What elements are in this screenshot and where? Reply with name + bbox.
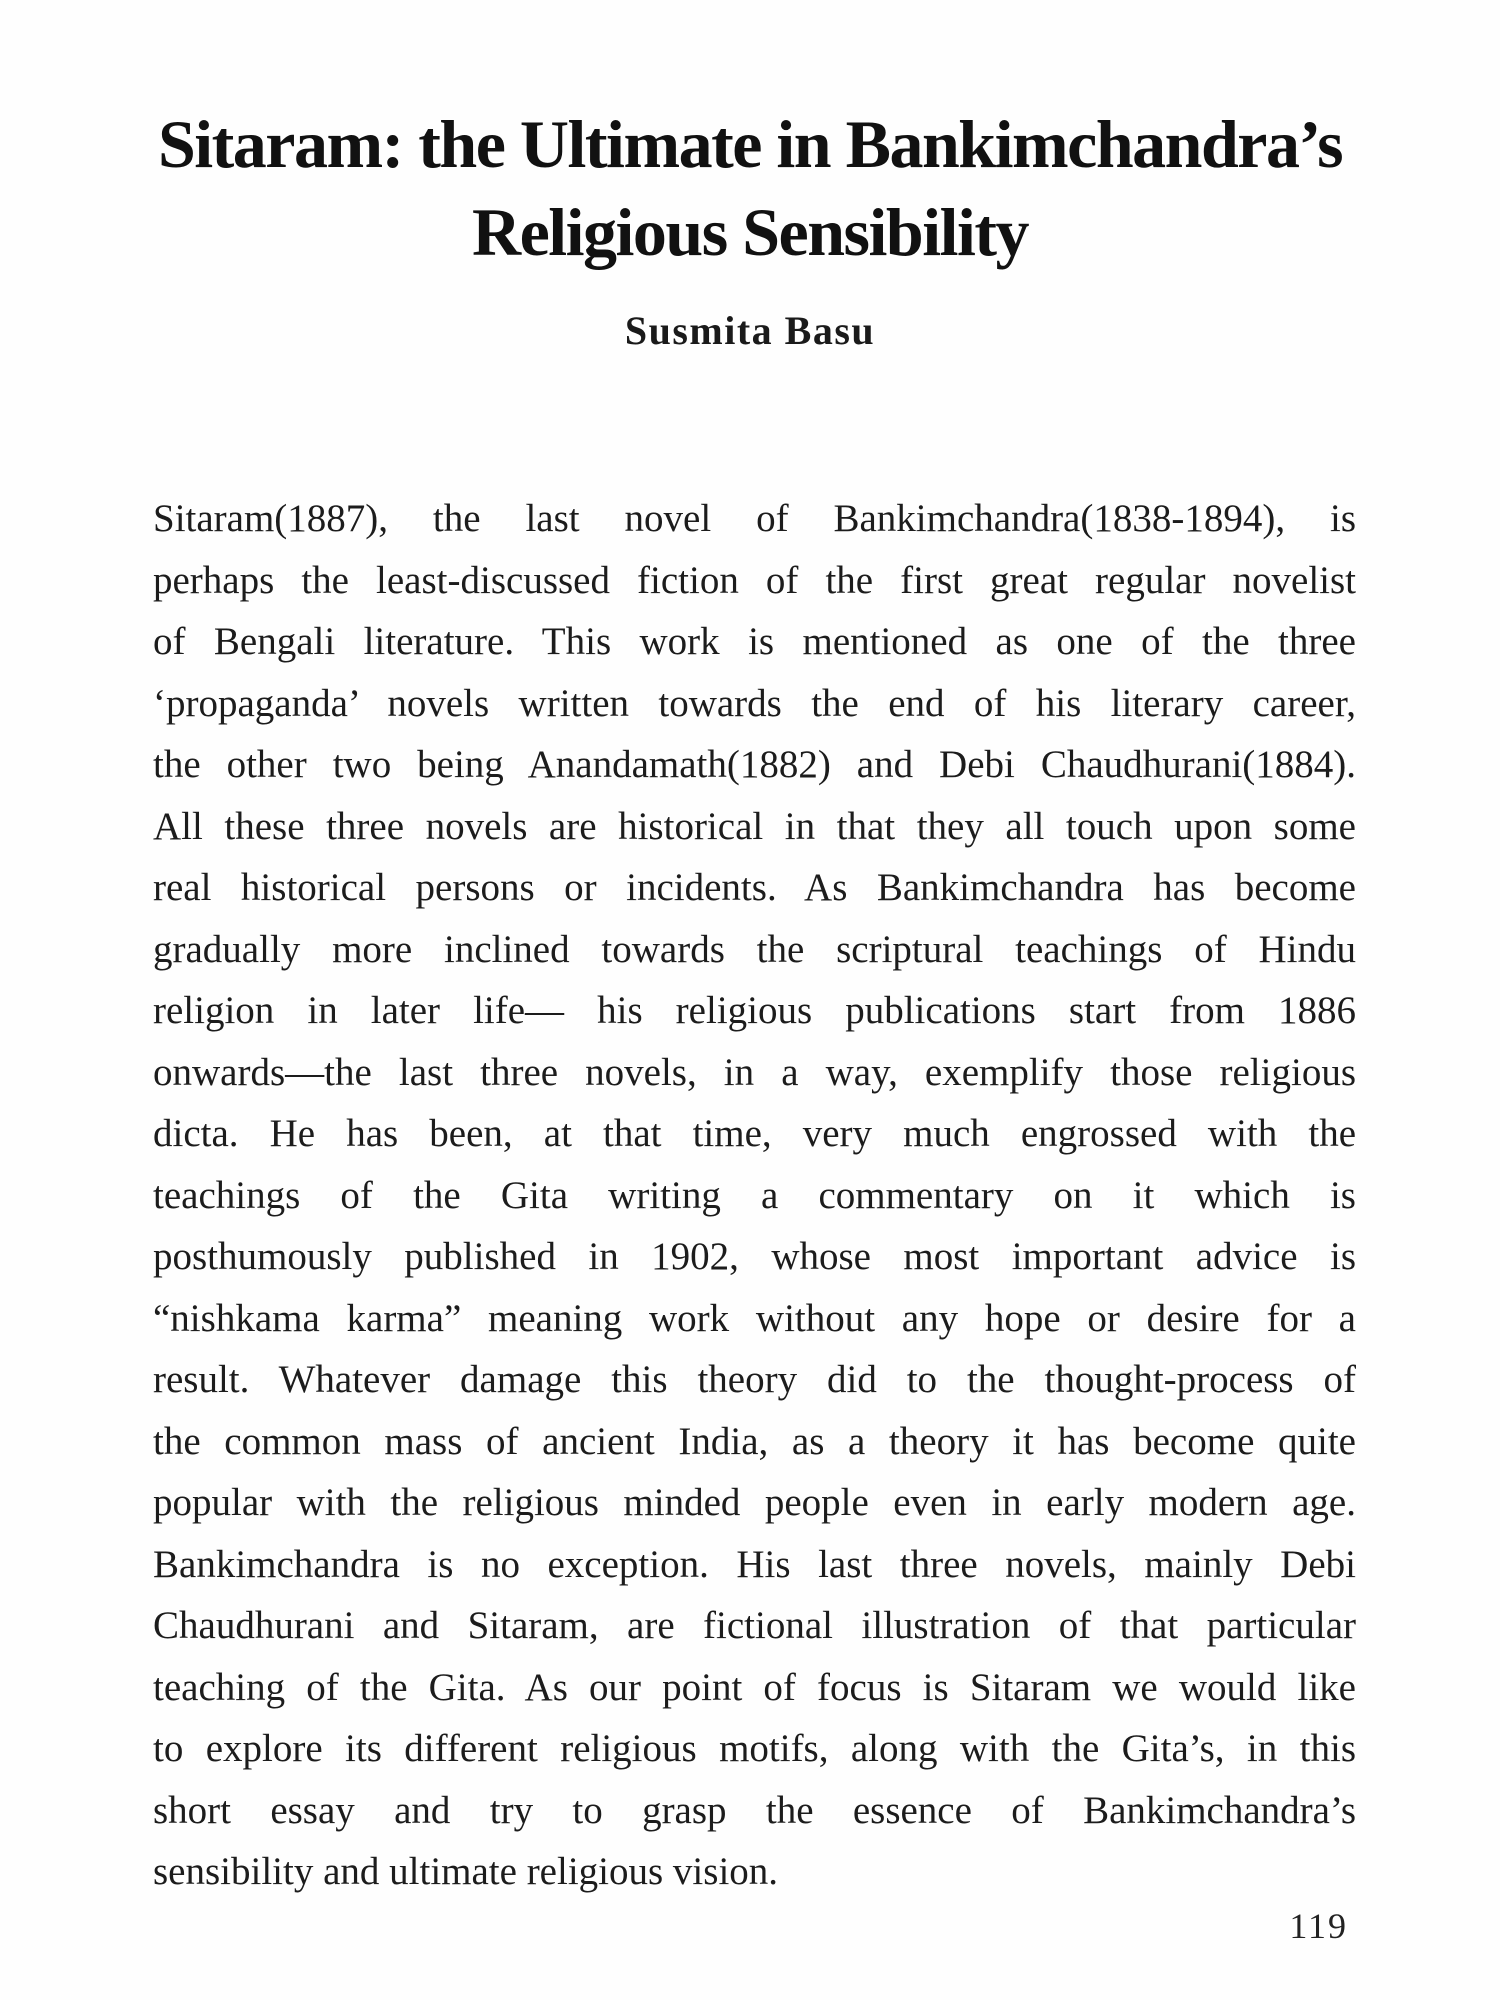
author-name: Susmita Basu <box>624 308 876 353</box>
body-line: teaching of the Gita. As our point of focus is Sitaram we would like <box>153 1665 1356 1709</box>
body-line: onwards—the last three novels, in a way, exemplify those religious <box>153 1050 1356 1094</box>
body-line: of Bengali literature. This work is mentioned as one of the three <box>153 620 1356 663</box>
body-line: perhaps the least-discussed fiction of the first great regular novelist <box>153 558 1356 602</box>
body-line: posthumously published in 1902, whose most important advice is <box>153 1235 1356 1278</box>
body-line: religion in later life— his religious publications start from 1886 <box>153 989 1356 1032</box>
body-line: sensibility and ultimate religious vision. <box>153 1850 779 1893</box>
body-line: teachings of the Gita writing a commentary on it which is <box>153 1173 1356 1217</box>
body-line: “nishkama karma” meaning work without any hope or desire for a <box>153 1296 1356 1340</box>
body-line: gradually more inclined towards the scriptural teachings of Hindu <box>153 927 1356 971</box>
body-line: dicta. He has been, at that time, very much engrossed with the <box>153 1112 1356 1155</box>
title-line-2: Religious Sensibility <box>471 194 1029 270</box>
title-line-1: Sitaram: the Ultimate in Bankimchandra’s <box>157 106 1343 182</box>
body-line: popular with the religious minded people even in early modern age. <box>153 1481 1356 1524</box>
body-line: short essay and try to grasp the essence of Bankimchandra’s <box>153 1788 1356 1832</box>
body-line: ‘propaganda’ novels written towards the end of his literary career, <box>153 681 1356 725</box>
body-paragraph <box>153 488 1356 1903</box>
body-line: the other two being Anandamath(1882) and Debi Chaudhurani(1884). <box>153 743 1356 786</box>
body-line: All these three novels are historical in that they all touch upon some <box>153 804 1356 848</box>
body-line: Sitaram(1887), the last novel of Bankimchandra(1838-1894), is <box>153 497 1356 540</box>
article-title <box>100 100 1400 276</box>
body-line: to explore its different religious motifs, along with the Gita’s, in this <box>153 1727 1356 1770</box>
page-number: 119 <box>1289 1906 1348 1946</box>
body-line: real historical persons or incidents. As Bankimchandra has become <box>153 866 1356 909</box>
body-line: the common mass of ancient India, as a theory it has become quite <box>153 1419 1356 1463</box>
body-line: result. Whatever damage this theory did to the thought-process of <box>153 1358 1356 1401</box>
body-line: Chaudhurani and Sitaram, are fictional illustration of that particular <box>153 1604 1356 1647</box>
body-line: Bankimchandra is no exception. His last three novels, mainly Debi <box>153 1542 1356 1586</box>
